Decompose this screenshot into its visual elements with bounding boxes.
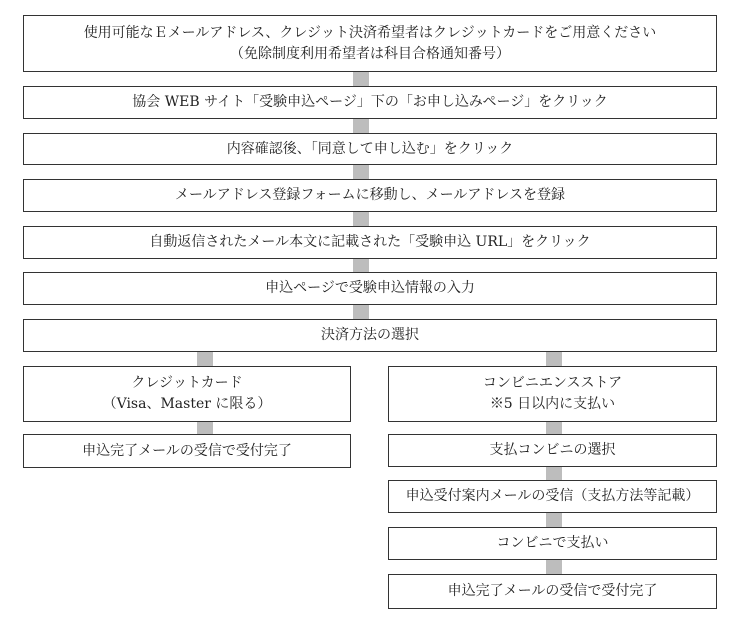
convenience-store-box <box>388 366 717 422</box>
convenience-select: 支払コンビニの選択 <box>388 434 717 467</box>
convenience-store-title: コンビニエンスストア <box>482 375 623 391</box>
credit-card-title: クレジットカード <box>131 375 243 391</box>
connector <box>546 422 562 434</box>
step-input-info: 申込ページで受験申込情報の入力 <box>23 272 717 305</box>
connector <box>353 72 369 86</box>
step-click-url: 自動返信されたメール本文に記載された「受験申込 URL」をクリック <box>23 226 717 259</box>
step-application-page: 協会 WEB サイト「受験申込ページ」下の「お申し込みページ」をクリック <box>23 86 717 119</box>
credit-complete: 申込完了メールの受信で受付完了 <box>23 434 351 468</box>
step-agree: 内容確認後、「同意して申し込む」をクリック <box>23 133 717 165</box>
step-payment-method: 決済方法の選択 <box>23 319 717 352</box>
connector <box>353 119 369 133</box>
connector <box>197 352 213 366</box>
credit-card-note: （Visa、Master に限る） <box>102 396 272 412</box>
connector <box>197 422 213 434</box>
connector <box>353 259 369 272</box>
step-prepare-line2: （免除制度利用希望者は科目合格通知番号） <box>230 45 510 62</box>
step-prepare-line1: 使用可能なＥメールアドレス、クレジット決済希望者はクレジットカードをご用意ください <box>83 24 657 41</box>
convenience-complete: 申込完了メールの受信で受付完了 <box>388 574 717 609</box>
convenience-pay: コンビニで支払い <box>388 527 717 560</box>
step-prepare <box>23 15 717 72</box>
connector <box>546 513 562 527</box>
connector <box>546 467 562 480</box>
convenience-guide-mail: 申込受付案内メールの受信（支払方法等記載） <box>388 480 717 513</box>
connector <box>353 305 369 319</box>
connector <box>546 560 562 574</box>
step-register-email: メールアドレス登録フォームに移動し、メールアドレスを登録 <box>23 179 717 212</box>
connector <box>353 165 369 179</box>
connector <box>546 352 562 366</box>
convenience-store-note: ※5 日以内に支払い <box>489 396 616 412</box>
credit-card-box <box>23 366 351 422</box>
connector <box>353 212 369 226</box>
